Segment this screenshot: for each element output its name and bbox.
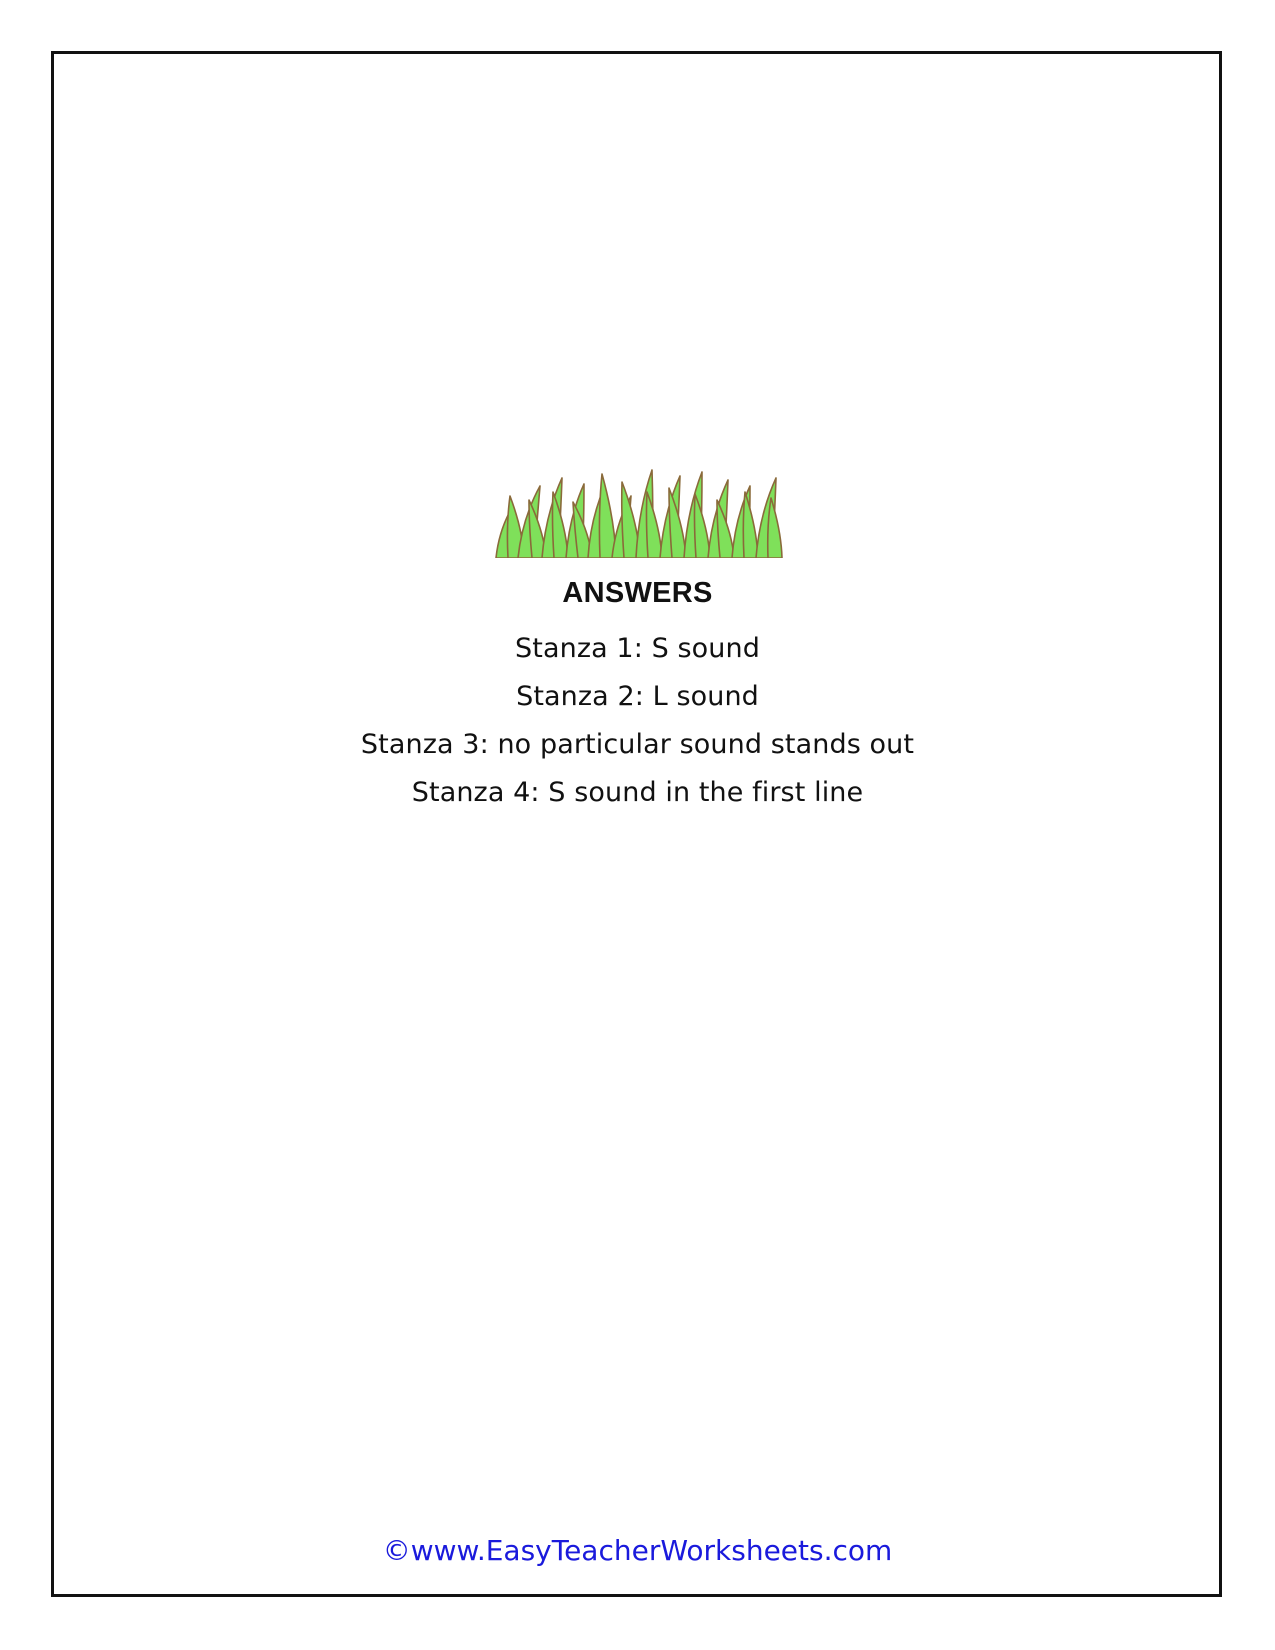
answer-line-stanza-3: Stanza 3: no particular sound stands out bbox=[360, 729, 915, 760]
grass-icon bbox=[488, 466, 784, 558]
website-link[interactable]: ©www.EasyTeacherWorksheets.com bbox=[382, 1534, 893, 1567]
answer-line-stanza-2: Stanza 2: L sound bbox=[516, 681, 759, 712]
page-border bbox=[51, 51, 1222, 1597]
answer-list bbox=[0, 625, 1275, 817]
answer-line-stanza-4: Stanza 4: S sound in the first line bbox=[411, 777, 864, 808]
page-title: ANSWERS bbox=[562, 577, 713, 609]
answer-line-stanza-1: Stanza 1: S sound bbox=[515, 633, 760, 664]
grass-blade bbox=[646, 492, 662, 558]
